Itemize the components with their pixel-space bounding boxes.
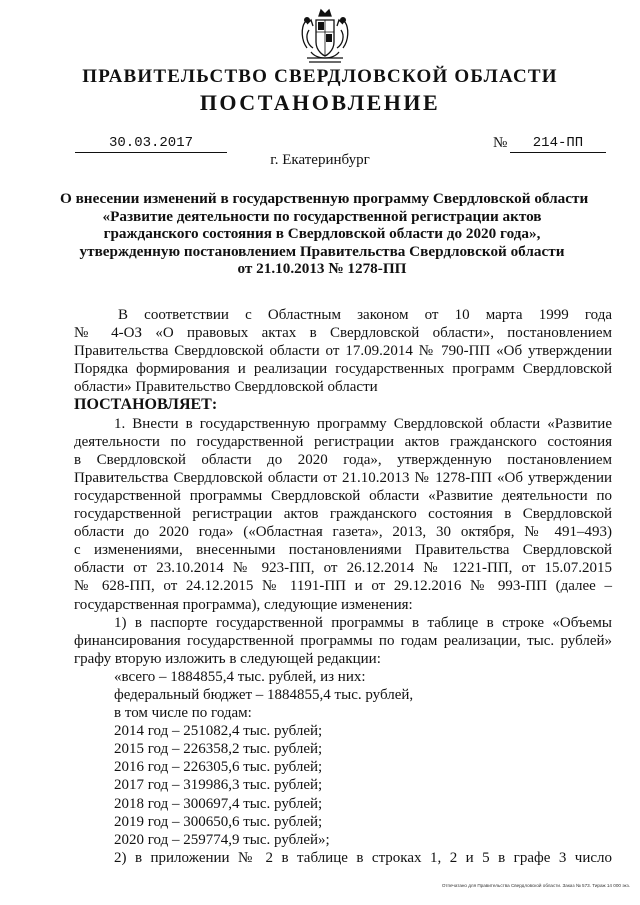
body-line: государственная программа), следующие изменения:: [74, 596, 413, 613]
funding-line: «всего – 1884855,4 тыс. рублей, из них:: [114, 668, 366, 685]
body-line: государственной программы Свердловской области «Развитие деятельности по: [74, 487, 612, 504]
title-line: от 21.10.2013 № 1278-ПП: [237, 260, 407, 277]
body-line: № 628-ПП, от 24.12.2015 № 1191-ПП и от 29.12.2016 № 993-ПП (далее –: [74, 578, 612, 595]
number-sign: №: [493, 135, 508, 151]
print-footer: Отпечатано для Правительства Свердловской области. Заказ № 573. Тираж 14 000 экз.: [441, 883, 630, 888]
body-line: 1. Внести в государственную программу Свердловской области «Развитие: [114, 415, 612, 432]
document-body: [74, 306, 612, 867]
body-line: Правительства Свердловской области от 21.10.2013 № 1278-ПП «Об утверждении: [74, 469, 612, 486]
body-line: финансирования государственной программы по годам реализации, тыс. рублей»: [74, 632, 612, 649]
government-name: ПРАВИТЕЛЬСТВО СВЕРДЛОВСКОЙ ОБЛАСТИ: [82, 66, 558, 87]
funding-line: 2018 год – 300697,4 тыс. рублей;: [114, 795, 323, 812]
funding-line: федеральный бюджет – 1884855,4 тыс. рублей,: [114, 686, 414, 703]
body-line: области» Правительство Свердловской области: [74, 379, 378, 396]
body-line: 2) в приложении № 2 в таблице в строках 1, 2 и 5 в графе 3 число: [114, 849, 612, 866]
title-line: гражданского состояния в Свердловской области до 2020 года»,: [103, 225, 541, 242]
body-line: В соответствии с Областным законом от 10 марта 1999 года: [118, 307, 612, 323]
city: г. Екатеринбург: [270, 152, 370, 168]
document-number: 214-ПП: [510, 134, 606, 153]
document-date: 30.03.2017: [75, 134, 227, 153]
document-type: ПОСТАНОВЛЕНИЕ: [199, 90, 441, 115]
body-line: деятельности по государственной регистрации актов гражданского состояния: [74, 433, 612, 450]
resolves-heading: ПОСТАНОВЛЯЕТ:: [74, 396, 218, 414]
body-line: Порядка формирования и реализации государственных программ Свердловской: [74, 361, 612, 378]
body-line: государственной регистрации актов гражданского состояния в Свердловской: [74, 506, 612, 523]
funding-line: 2017 год – 319986,3 тыс. рублей;: [114, 777, 323, 794]
funding-line: 2014 год – 251082,4 тыс. рублей;: [114, 723, 323, 740]
title-line: «Развитие деятельности по государственной регистрации актов: [102, 207, 542, 225]
body-line: области до 2020 года» («Областная газета», 2013, 30 октября, № 491–493): [74, 524, 612, 541]
funding-line: 2016 год – 226305,6 тыс. рублей;: [114, 759, 323, 776]
body-line: № 4-ОЗ «О правовых актах в Свердловской области», постановлением: [74, 325, 612, 342]
body-line: графу вторую изложить в следующей редакции:: [74, 650, 381, 667]
body-line: с изменениями, внесенными постановлениями Правительства Свердловской: [74, 542, 612, 559]
body-line: 1) в паспорте государственной программы в таблице в строке «Объемы: [114, 614, 612, 631]
title-line: О внесении изменений в государственную программу Свердловской области: [60, 190, 589, 207]
body-line: Правительства Свердловской области от 17.09.2014 № 790-ПП «Об утверждении: [74, 343, 612, 360]
body-line: в Свердловской области до 2020 года», утвержденную постановлением: [74, 451, 612, 468]
funding-line: 2020 год – 259774,9 тыс. рублей»;: [114, 831, 330, 848]
document-title: [60, 190, 589, 278]
funding-line: в том числе по годам:: [114, 705, 252, 722]
coat-of-arms-icon: [299, 8, 351, 68]
body-line: области от 23.10.2014 № 923-ПП, от 26.12.2014 № 1221-ПП, от 15.07.2015: [74, 560, 612, 577]
funding-line: 2019 год – 300650,6 тыс. рублей;: [114, 813, 323, 830]
title-line: утвержденную постановлением Правительства Свердловской области: [79, 242, 565, 260]
funding-line: 2015 год – 226358,2 тыс. рублей;: [114, 741, 323, 758]
